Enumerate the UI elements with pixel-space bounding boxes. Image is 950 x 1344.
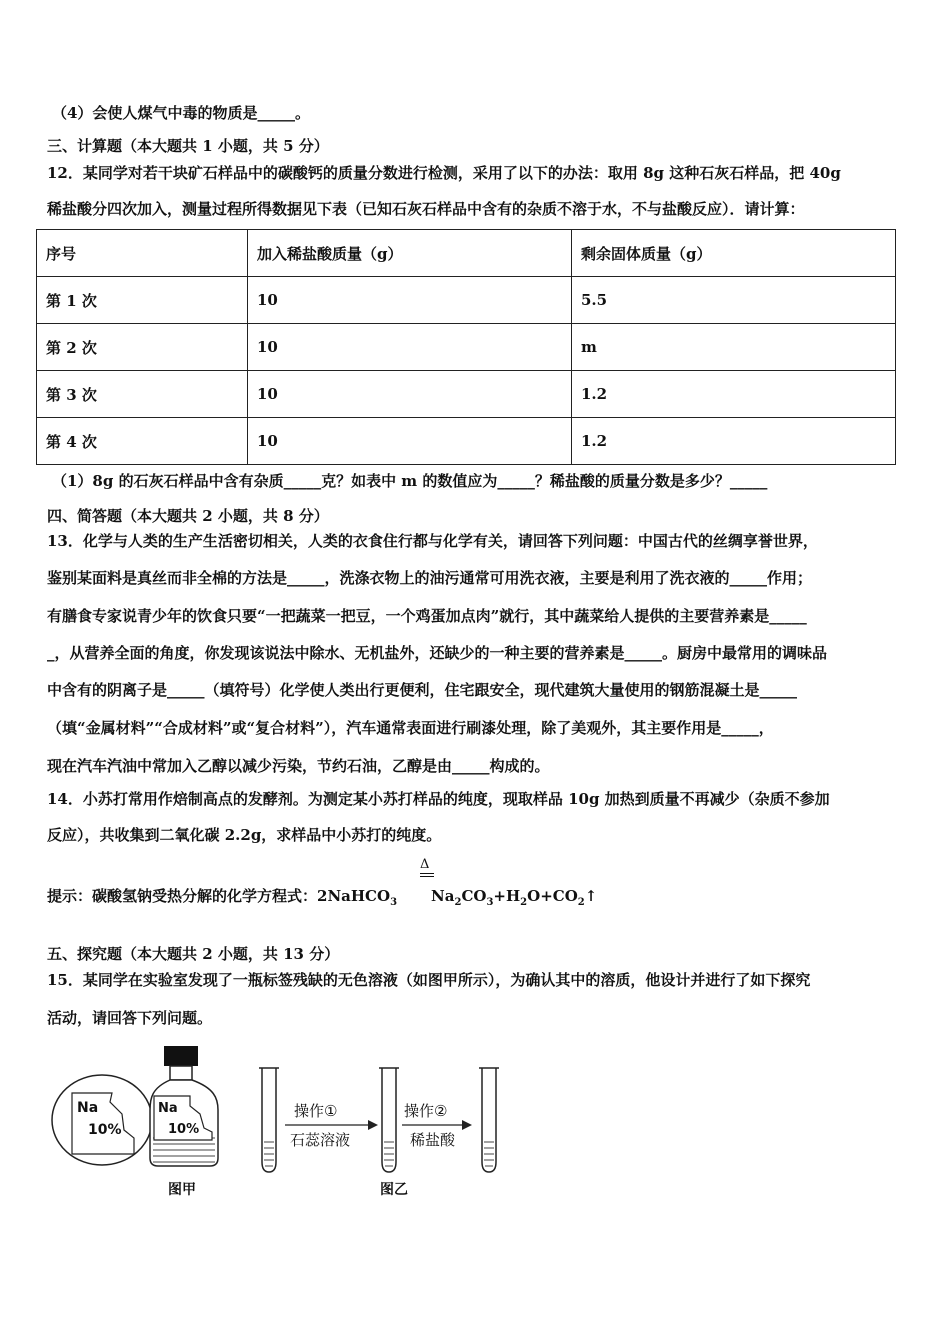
- question-15-line-1: 15．某同学在实验室发现了一瓶标签残缺的无色溶液（如图甲所示），为确认其中的溶质，他设计并进行了如下探究: [47, 971, 811, 989]
- test-tube-3: [479, 1068, 499, 1172]
- question-12-sub-1: （1）8g 的石灰石样品中含有杂质_____克？如表中 m 的数值应为_____？稀盐酸的质量分数是多少？_____: [52, 472, 768, 490]
- question-12-line-2: 稀盐酸分四次加入，测量过程所得数据见下表（已知石灰石样品中含有的杂质不溶于水，不与盐酸反应）．请计算：: [47, 200, 805, 218]
- equation-subscript: 3: [486, 897, 494, 908]
- equation-product: O+CO: [527, 887, 578, 905]
- gas-arrow: ↑: [584, 887, 598, 905]
- label-na-text: Na: [77, 1100, 99, 1116]
- reagent-bottle: [150, 1046, 218, 1166]
- test-tube-2: [379, 1068, 399, 1172]
- table-cell: 1.2: [572, 371, 896, 418]
- operation-1-reagent: 石蕊溶液: [290, 1131, 351, 1149]
- section-5-heading: 五、探究题（本大题共 2 小题，共 13 分）: [47, 945, 340, 963]
- figure-yi-caption: 图乙: [380, 1182, 408, 1198]
- equation-product: Na: [431, 887, 455, 905]
- heat-symbol: Δ: [420, 857, 430, 872]
- question-13-line-2: 鉴别某面料是真丝而非全棉的方法是_____，洗涤衣物上的油污通常可用洗衣液，主要是利用了洗衣液的_____作用；: [47, 569, 813, 587]
- experiment-figure: [0, 1040, 560, 1210]
- table-cell: 第 3 次: [37, 371, 248, 418]
- question-13-line-5: 中含有的阴离子是_____（填符号）化学使人类出行更便利，住宅跟安全，现代建筑大量使用的钢筋混凝土是_____: [47, 681, 798, 699]
- bottle-label-na: Na: [158, 1101, 178, 1116]
- figure-jia-caption: 图甲: [168, 1182, 196, 1198]
- bottle-neck: [170, 1066, 192, 1080]
- question-13-line-7: 现在汽车汽油中常加入乙醇以减少污染，节约石油，乙醇是由_____构成的。: [47, 757, 550, 775]
- question-13-line-6: （填“金属材料”“合成材料”或“复合材料”），汽车通常表面进行刷漆处理，除了美观外，其主要作用是_____，: [47, 719, 774, 737]
- table-cell: 5.5: [572, 277, 896, 324]
- equation-product: +H: [493, 887, 521, 905]
- section-4-heading: 四、简答题（本大题共 2 小题，共 8 分）: [47, 507, 329, 525]
- table-cell: 第 2 次: [37, 324, 248, 371]
- hint-label: 提示：碳酸氢钠受热分解的化学方程式：: [47, 887, 318, 905]
- operation-1-arrow: [285, 1120, 378, 1130]
- table-cell: 第 4 次: [37, 418, 248, 465]
- data-table: [36, 229, 896, 465]
- question-14-line-1: 14．小苏打常用作焙制高点的发酵剂。为测定某小苏打样品的纯度，现取样品 10g 加热到质量不再减少（杂质不参加: [47, 790, 830, 808]
- table-cell: 10: [248, 324, 572, 371]
- question-4-sub: （4）会使人煤气中毒的物质是_____。: [52, 104, 310, 122]
- table-header: 加入稀盐酸质量（g）: [248, 230, 572, 277]
- table-cell: 10: [248, 371, 572, 418]
- operation-2-arrow: [402, 1120, 472, 1130]
- bottle-label-percent: 10%: [168, 1122, 200, 1137]
- question-15-line-2: 活动，请回答下列问题。: [47, 1009, 213, 1027]
- table-row: [37, 324, 896, 371]
- table-cell: m: [572, 324, 896, 371]
- question-13-line-1: 13．化学与人类的生产生活密切相关，人类的衣食住行都与化学有关，请回答下列问题：中国古代的丝绸享誉世界，: [47, 532, 818, 550]
- table-cell: 10: [248, 418, 572, 465]
- table-cell: 10: [248, 277, 572, 324]
- table-header: 序号: [37, 230, 248, 277]
- equation-reactant: 2NaHCO: [317, 887, 391, 905]
- section-3-heading: 三、计算题（本大题共 1 小题，共 5 分）: [47, 137, 329, 155]
- table-header-row: [37, 230, 896, 277]
- operation-2-label: 操作②: [404, 1102, 448, 1120]
- label-percent-text: 10%: [88, 1122, 122, 1138]
- table-cell: 第 1 次: [37, 277, 248, 324]
- table-header: 剩余固体质量（g）: [572, 230, 896, 277]
- question-14-line-2: 反应），共收集到二氧化碳 2.2g，求样品中小苏打的纯度。: [47, 826, 442, 844]
- chemical-equation: [47, 885, 597, 908]
- operation-1-label: 操作①: [294, 1102, 338, 1120]
- operation-2-reagent: 稀盐酸: [410, 1131, 456, 1149]
- reaction-condition: [420, 858, 434, 877]
- question-12-line-1: 12．某同学对若干块矿石样品中的碳酸钙的质量分数进行检测，采用了以下的办法：取用 8g 这种石灰石样品，把 40g: [47, 164, 841, 182]
- table-row: [37, 277, 896, 324]
- table-cell: 1.2: [572, 418, 896, 465]
- table-row: [37, 371, 896, 418]
- table-row: [37, 418, 896, 465]
- bottle-stopper: [164, 1046, 198, 1066]
- question-13-line-3: 有膳食专家说青少年的饮食只要“一把蔬菜一把豆，一个鸡蛋加点肉”就行，其中蔬菜给人提供的主要营养素是_____: [47, 607, 807, 625]
- equation-subscript: 2: [577, 897, 585, 908]
- equation-product: CO: [461, 887, 487, 905]
- equation-subscript: 2: [520, 897, 528, 908]
- equation-subscript: 3: [390, 897, 398, 908]
- question-13-line-4: _，从营养全面的角度，你发现该说法中除水、无机盐外，还缺少的一种主要的营养素是_____。厨房中最常用的调味品: [47, 644, 828, 662]
- equation-subscript: 2: [454, 897, 462, 908]
- magnified-label-ellipse: [52, 1075, 152, 1165]
- test-tube-1: [259, 1068, 279, 1172]
